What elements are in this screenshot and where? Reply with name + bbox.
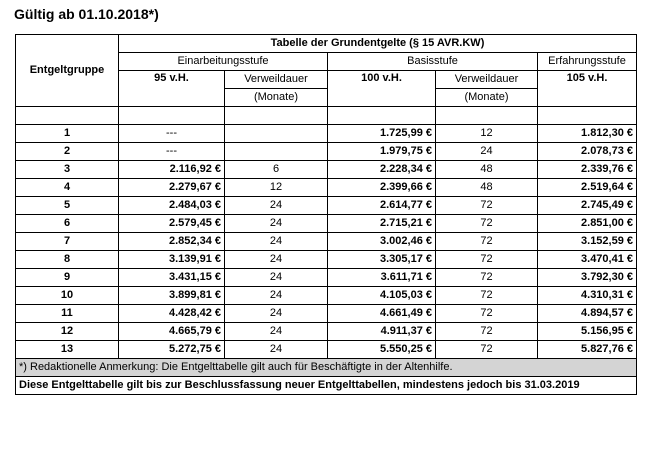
cell-verweildauer-2: 48 [436, 161, 538, 179]
cell-entgeltgruppe: 12 [16, 323, 119, 341]
cell-95: 2.484,03 € [119, 197, 225, 215]
cell-100: 4.661,49 € [328, 305, 436, 323]
cell-95: 4.428,42 € [119, 305, 225, 323]
table-row [16, 215, 637, 233]
table-row [16, 125, 637, 143]
cell-95: --- [119, 125, 225, 143]
validity-footer: Diese Entgelttabelle gilt bis zur Beschlussfassung neuer Entgelttabellen, mindestens jedoch bis 31.03.2019 [16, 377, 637, 395]
cell-verweildauer-1: 24 [225, 215, 328, 233]
cell-verweildauer-2: 12 [436, 125, 538, 143]
cell-105: 4.310,31 € [538, 287, 637, 305]
cell-entgeltgruppe: 7 [16, 233, 119, 251]
cell-105: 5.156,95 € [538, 323, 637, 341]
group-column-header: Entgeltgruppe [16, 35, 119, 107]
note-row [16, 359, 637, 377]
cell-105: 5.827,76 € [538, 341, 637, 359]
cell-95: 2.852,34 € [119, 233, 225, 251]
cell-105: 2.519,64 € [538, 179, 637, 197]
cell-entgeltgruppe: 6 [16, 215, 119, 233]
cell-95: 2.279,67 € [119, 179, 225, 197]
cell-verweildauer-1: 24 [225, 305, 328, 323]
footer-row [16, 377, 637, 395]
cell-entgeltgruppe: 4 [16, 179, 119, 197]
cell-verweildauer-1: 24 [225, 269, 328, 287]
cell-entgeltgruppe: 11 [16, 305, 119, 323]
cell-105: 2.339,76 € [538, 161, 637, 179]
cell-105: 4.894,57 € [538, 305, 637, 323]
cell-verweildauer-2: 72 [436, 251, 538, 269]
cell-verweildauer-1: 24 [225, 251, 328, 269]
stage-header-einarbeitung: Einarbeitungsstufe [119, 53, 328, 71]
cell-105: 2.078,73 € [538, 143, 637, 161]
cell-100: 3.002,46 € [328, 233, 436, 251]
cell-verweildauer-1: 24 [225, 287, 328, 305]
table-row [16, 179, 637, 197]
cell-100: 2.614,77 € [328, 197, 436, 215]
cell-95: 5.272,75 € [119, 341, 225, 359]
cell-95: 3.431,15 € [119, 269, 225, 287]
cell-entgeltgruppe: 1 [16, 125, 119, 143]
cell-verweildauer-1: 6 [225, 161, 328, 179]
col-header-100: 100 v.H. [328, 71, 436, 107]
cell-95: 2.116,92 € [119, 161, 225, 179]
cell-105: 1.812,30 € [538, 125, 637, 143]
cell-verweildauer-2: 72 [436, 197, 538, 215]
cell-100: 5.550,25 € [328, 341, 436, 359]
cell-entgeltgruppe: 5 [16, 197, 119, 215]
col-header-monate-2: (Monate) [436, 89, 538, 107]
cell-95: 3.139,91 € [119, 251, 225, 269]
stage-header-basis: Basisstufe [328, 53, 538, 71]
cell-verweildauer-2: 72 [436, 323, 538, 341]
cell-entgeltgruppe: 2 [16, 143, 119, 161]
cell-verweildauer-2: 72 [436, 287, 538, 305]
col-header-verweildauer-2: Verweildauer [436, 71, 538, 89]
cell-verweildauer-1: 12 [225, 179, 328, 197]
cell-verweildauer-2: 24 [436, 143, 538, 161]
cell-verweildauer-1: 24 [225, 341, 328, 359]
cell-100: 1.979,75 € [328, 143, 436, 161]
cell-100: 4.105,03 € [328, 287, 436, 305]
cell-95: --- [119, 143, 225, 161]
cell-95: 3.899,81 € [119, 287, 225, 305]
cell-100: 2.228,34 € [328, 161, 436, 179]
cell-entgeltgruppe: 8 [16, 251, 119, 269]
table-row [16, 305, 637, 323]
col-header-monate-1: (Monate) [225, 89, 328, 107]
cell-entgeltgruppe: 9 [16, 269, 119, 287]
cell-verweildauer-2: 72 [436, 269, 538, 287]
cell-95: 4.665,79 € [119, 323, 225, 341]
editorial-note: *) Redaktionelle Anmerkung: Die Entgelttabelle gilt auch für Beschäftigte in der Altenhilfe. [16, 359, 637, 377]
col-header-95: 95 v.H. [119, 71, 225, 107]
cell-entgeltgruppe: 10 [16, 287, 119, 305]
header-gap-row [16, 107, 637, 125]
col-header-verweildauer-1: Verweildauer [225, 71, 328, 89]
cell-105: 3.792,30 € [538, 269, 637, 287]
cell-entgeltgruppe: 13 [16, 341, 119, 359]
table-row [16, 287, 637, 305]
header-row-main [16, 35, 637, 53]
cell-100: 1.725,99 € [328, 125, 436, 143]
cell-verweildauer-1: 24 [225, 323, 328, 341]
cell-105: 2.745,49 € [538, 197, 637, 215]
cell-105: 3.152,59 € [538, 233, 637, 251]
cell-verweildauer-2: 72 [436, 305, 538, 323]
cell-105: 2.851,00 € [538, 215, 637, 233]
cell-verweildauer-2: 72 [436, 341, 538, 359]
table-main-header: Tabelle der Grundentgelte (§ 15 AVR.KW) [119, 35, 637, 53]
stage-header-erfahrung: Erfahrungsstufe [538, 53, 637, 71]
cell-100: 3.611,71 € [328, 269, 436, 287]
cell-95: 2.579,45 € [119, 215, 225, 233]
table-row [16, 233, 637, 251]
table-row [16, 323, 637, 341]
col-header-105: 105 v.H. [538, 71, 637, 107]
document-title: Gültig ab 01.10.2018*) [14, 6, 159, 22]
table-row [16, 341, 637, 359]
cell-100: 2.715,21 € [328, 215, 436, 233]
cell-verweildauer-1 [225, 143, 328, 161]
cell-verweildauer-2: 72 [436, 215, 538, 233]
cell-100: 2.399,66 € [328, 179, 436, 197]
cell-entgeltgruppe: 3 [16, 161, 119, 179]
table-row [16, 143, 637, 161]
table-row [16, 269, 637, 287]
cell-100: 4.911,37 € [328, 323, 436, 341]
cell-verweildauer-1 [225, 125, 328, 143]
table-row [16, 161, 637, 179]
cell-100: 3.305,17 € [328, 251, 436, 269]
cell-105: 3.470,41 € [538, 251, 637, 269]
cell-verweildauer-1: 24 [225, 233, 328, 251]
table-row [16, 197, 637, 215]
table-row [16, 251, 637, 269]
salary-table [15, 34, 637, 395]
cell-verweildauer-2: 72 [436, 233, 538, 251]
cell-verweildauer-2: 48 [436, 179, 538, 197]
cell-verweildauer-1: 24 [225, 197, 328, 215]
